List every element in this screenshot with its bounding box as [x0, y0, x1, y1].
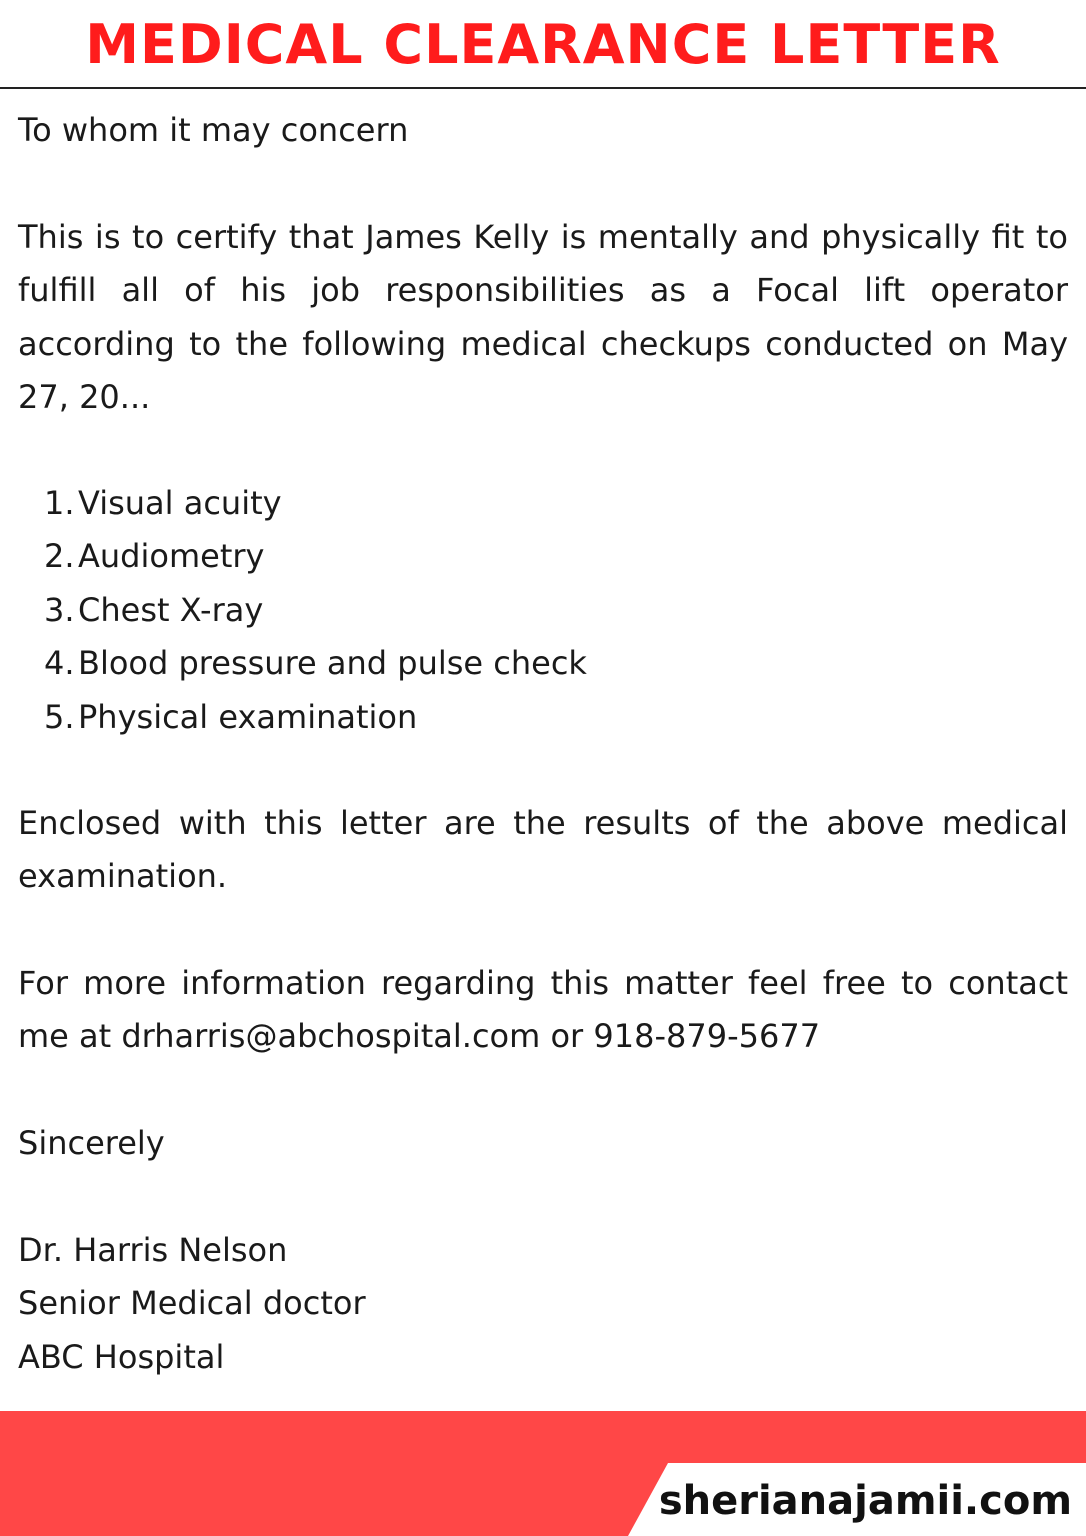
list-item-label: Audiometry [78, 537, 265, 576]
greeting: To whom it may concern [18, 111, 409, 149]
list-number: 1. [44, 484, 75, 522]
closing: Sincerely [18, 1124, 165, 1162]
signature-block [18, 1224, 1068, 1384]
enclosure-paragraph: Enclosed with this letter are the results of the above medical examination. [18, 804, 1068, 896]
list-item [44, 584, 587, 637]
page-title: MEDICAL CLEARANCE LETTER [85, 13, 1001, 76]
checkup-list [44, 477, 587, 744]
list-item [44, 637, 587, 690]
list-item-label: Visual acuity [78, 484, 282, 522]
list-number: 3. [44, 590, 75, 629]
signer-name: Dr. Harris Nelson [18, 1231, 288, 1269]
signer-position: Senior Medical doctor [18, 1284, 366, 1323]
list-item-label: Physical examination [78, 697, 418, 736]
list-number: 2. [44, 537, 75, 576]
list-item-label: Chest X-ray [78, 590, 264, 629]
title-divider [0, 87, 1086, 89]
list-item [44, 691, 587, 744]
list-item [44, 477, 587, 530]
website-label: sherianajamii.com [658, 1478, 1072, 1524]
list-item-label: Blood pressure and pulse check [78, 644, 587, 683]
list-number: 4. [44, 644, 75, 683]
signer-organization: ABC Hospital [18, 1337, 225, 1376]
contact-paragraph: For more information regarding this matter feel free to contact me at drharris@abchospital.com or 918-879-5677 [18, 964, 1068, 1056]
list-number: 5. [44, 697, 75, 736]
certification-paragraph: This is to certify that James Kelly is mentally and physically fit to fulfill all of his job responsibilities as a Focal lift operator according to the following medical checkups conducted on May 27, 20... [18, 218, 1068, 417]
list-item [44, 530, 587, 583]
